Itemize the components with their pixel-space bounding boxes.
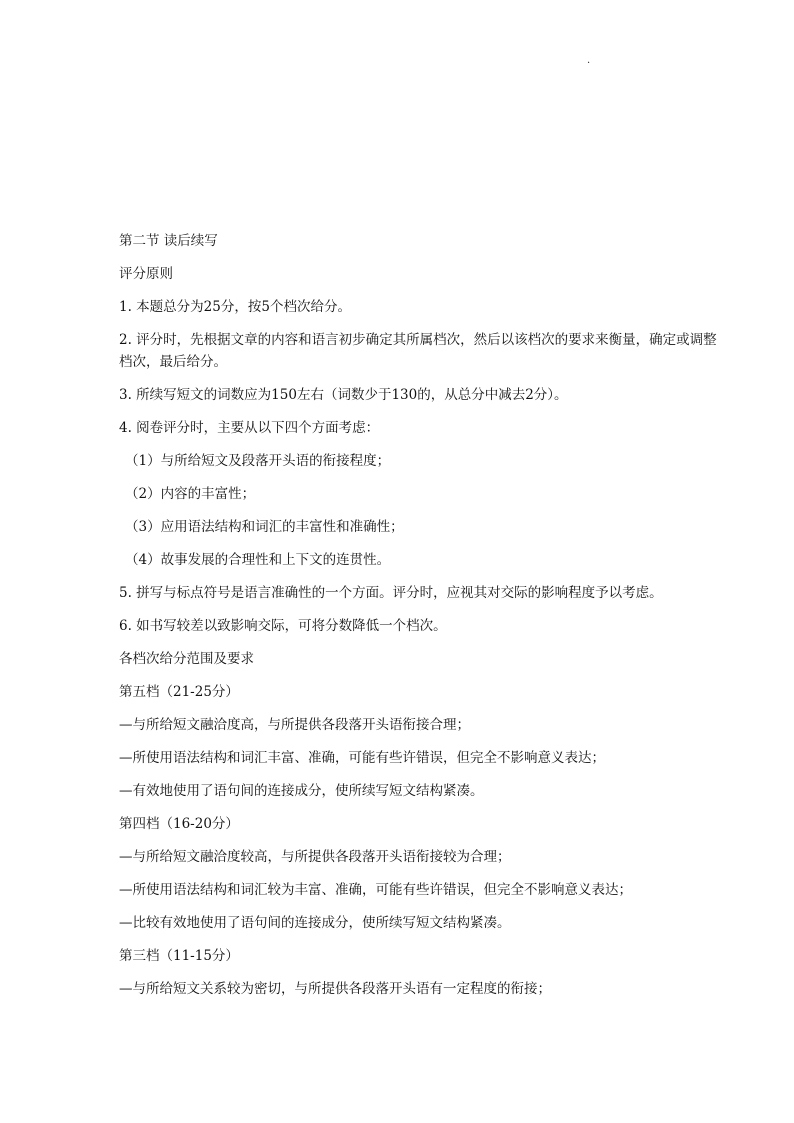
aspect-item: （4）故事发展的合理性和上下文的连贯性。 — [125, 552, 391, 568]
aspect-item: （2）内容的丰富性； — [125, 486, 256, 502]
principle-item: 1. 本题总分为25分，按5个档次给分。 — [119, 299, 351, 315]
tier-requirement: —所使用语法结构和词汇丰富、准确，可能有些许错误，但完全不影响意义表达； — [119, 750, 605, 766]
section-title: 第二节 读后续写 — [119, 233, 218, 249]
aspect-item: （3）应用语法结构和词汇的丰富性和准确性； — [125, 519, 404, 535]
tiers-heading: 各档次给分范围及要求 — [119, 651, 254, 667]
tier-requirement: —有效地使用了语句间的连接成分，使所续写短文结构紧凑。 — [119, 783, 484, 799]
document-body — [119, 230, 719, 1011]
principle-item: 5. 拼写与标点符号是语言准确性的一个方面。评分时，应视其对交际的影响程度予以考虑。 — [119, 585, 663, 601]
tier-requirement: —与所给短文关系较为密切，与所提供各段落开头语有一定程度的衔接； — [119, 981, 551, 997]
tier-name: 第四档（16-20分） — [119, 816, 239, 832]
tier-requirement: —与所给短文融洽度较高，与所提供各段落开头语衔接较为合理； — [119, 849, 511, 865]
principle-item: 6. 如书写较差以致影响交际，可将分数降低一个档次。 — [119, 618, 447, 634]
tier-name: 第五档（21-25分） — [119, 684, 239, 700]
principle-item: 2. 评分时，先根据文章的内容和语言初步确定其所属档次，然后以该档次的要求来衡量，确定或调整档次，最后给分。 — [119, 332, 717, 370]
tier-requirement: —所使用语法结构和词汇较为丰富、准确，可能有些许错误，但完全不影响意义表达； — [119, 882, 632, 898]
section-subtitle: 评分原则 — [119, 266, 173, 282]
tier-requirement: —与所给短文融洽度高，与所提供各段落开头语衔接合理； — [119, 717, 470, 733]
aspect-item: （1）与所给短文及段落开头语的衔接程度； — [125, 453, 391, 469]
tier-requirement: —比较有效地使用了语句间的连接成分，使所续写短文结构紧凑。 — [119, 915, 511, 931]
principle-item: 3. 所续写短文的词数应为150左右（词数少于130的，从总分中减去2分）。 — [119, 387, 568, 403]
tier-name: 第三档（11-15分） — [119, 948, 239, 964]
corner-mark: · — [587, 58, 591, 69]
principle-item: 4. 阅卷评分时，主要从以下四个方面考虑： — [119, 420, 380, 436]
